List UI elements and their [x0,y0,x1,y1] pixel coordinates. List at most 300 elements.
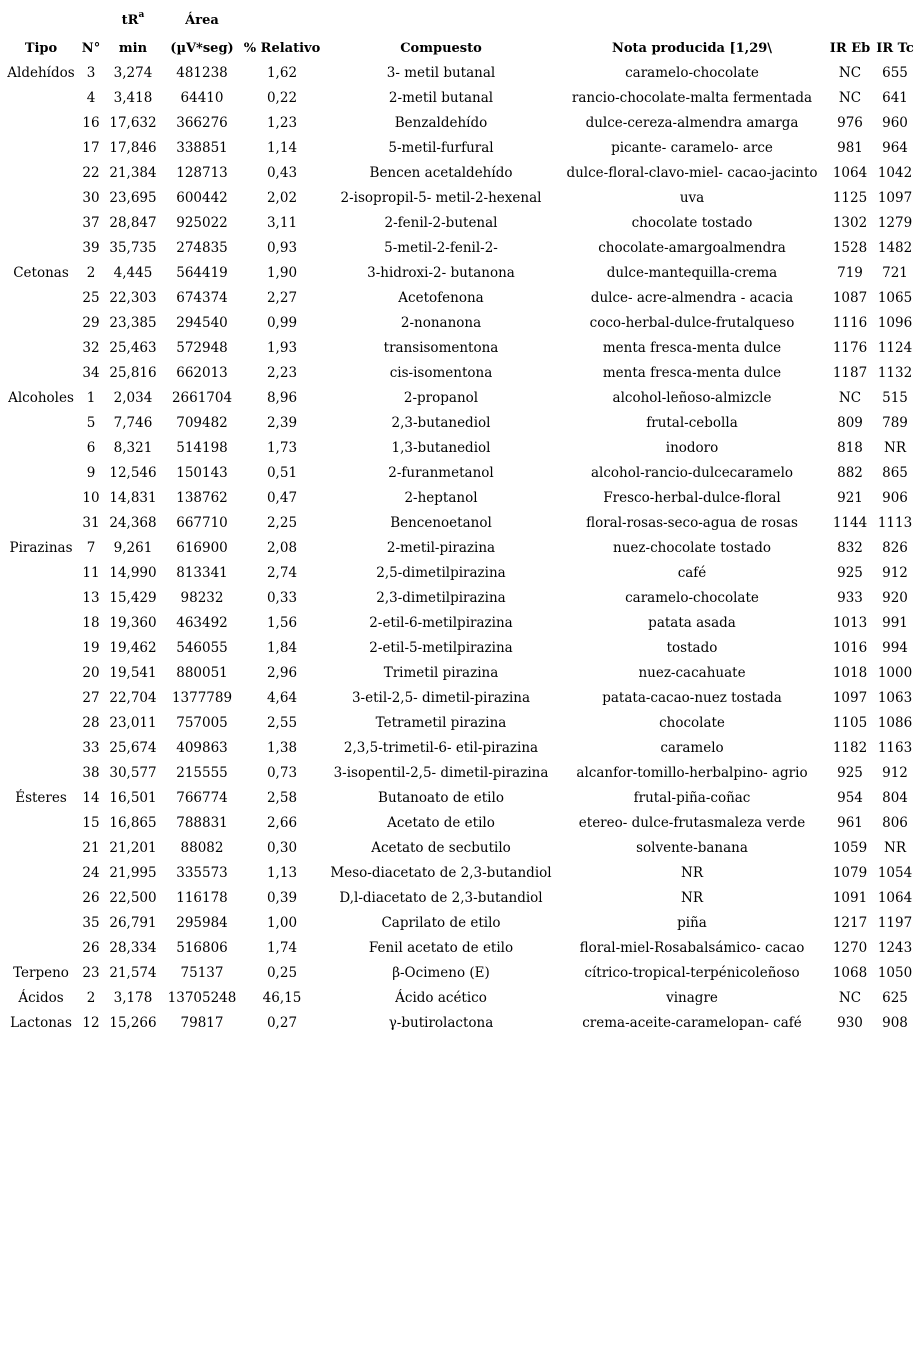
cell-num: 23 [82,965,100,981]
cell-num: 32 [82,340,100,356]
cell-eb: 1016 [832,640,868,656]
cell-tc: 655 [882,65,908,81]
cell-tr: 23,385 [109,315,157,331]
cell-comp: 3-isopentil-2,5- dimetil-pirazina [333,765,549,781]
tr-header: $tR^a$ [121,10,145,28]
col-ir-eb: IR Eb [829,41,871,56]
cell-nota: menta fresca-menta dulce [602,340,782,356]
cell-tr: 9,261 [113,540,153,556]
cell-rel: 3,11 [266,215,298,231]
cell-rel: 0,39 [266,890,298,906]
cell-tc: 991 [882,615,908,631]
cell-eb: 1105 [832,715,868,731]
cell-comp: Bencen acetaldehído [369,165,513,181]
cell-rel: 0,73 [266,765,298,781]
cell-area: 128713 [176,165,228,181]
cell-rel: 1,23 [266,115,298,131]
cell-nota: caramelo-chocolate [625,65,759,81]
cell-comp: 2-etil-6-metilpirazina [369,615,513,631]
cell-eb: 832 [837,540,863,556]
cell-eb: 1125 [832,190,868,206]
cell-rel: 1,74 [266,940,298,956]
cell-eb: 933 [837,590,863,606]
cell-area: 514198 [176,440,228,456]
cell-nota: menta fresca-menta dulce [602,365,782,381]
cell-tc: 1197 [877,915,913,931]
cell-rel: 2,25 [266,515,298,531]
cell-num: 30 [82,190,100,206]
cell-tr: 19,541 [109,665,157,681]
cell-area: 98232 [180,590,224,606]
table-row [0,536,922,561]
cell-nota: patata-cacao-nuez tostada [602,690,782,706]
cell-tc: 789 [882,415,908,431]
cell-comp: γ-butirolactona [388,1015,494,1031]
cell-nota: cítrico-tropical-terpénicoleñoso [584,965,800,981]
cell-area: 667710 [176,515,228,531]
cell-comp: D,l-diacetato de 2,3-butandiol [339,890,543,906]
cell-tc: 1279 [877,215,913,231]
table-row [0,161,922,186]
col-tipo: Tipo [24,41,58,56]
cell-eb: 925 [837,765,863,781]
cell-eb: 1018 [832,665,868,681]
cell-area: 2661704 [171,390,233,406]
cell-tr: 21,995 [109,865,157,881]
cell-nota: café [677,565,707,581]
cell-comp: 2-metil-pirazina [386,540,496,556]
cell-eb: 1217 [832,915,868,931]
cell-tc: 1050 [877,965,913,981]
cell-comp: 2-etil-5-metilpirazina [369,640,513,656]
cell-area: 88082 [180,840,224,856]
cell-tr: 25,463 [109,340,157,356]
table-row [0,236,922,261]
cell-tr: 23,695 [109,190,157,206]
cell-rel: 0,99 [266,315,298,331]
table-row [0,611,922,636]
cell-area: 64410 [180,90,224,106]
cell-comp: β-Ocimeno (E) [392,965,490,981]
cell-rel: 0,25 [266,965,298,981]
cell-area: 294540 [176,315,228,331]
cell-tc: 920 [882,590,908,606]
cell-comp: 2-fenil-2-butenal [384,215,498,231]
cell-tc: 1113 [877,515,913,531]
cell-nota: dulce-floral-clavo-miel- cacao-jacinto [566,165,818,181]
cell-tc: 960 [882,115,908,131]
col-ir-tc: IR Tc [876,41,914,56]
cell-tr: 22,500 [109,890,157,906]
cell-tc: 912 [882,765,908,781]
cell-num: 9 [86,465,96,481]
cell-num: 19 [82,640,100,656]
col-relativo: % Relativo [243,41,321,56]
cell-num: 5 [86,415,96,431]
cell-num: 39 [82,240,100,256]
cell-tr: 17,632 [109,115,157,131]
cell-nota: alcohol-rancio-dulcecaramelo [590,465,794,481]
cell-rel: 0,30 [266,840,298,856]
cell-num: 4 [86,90,96,106]
cell-eb: 1059 [832,840,868,856]
cell-tr: 3,274 [113,65,153,81]
cell-tr: 25,816 [109,365,157,381]
cell-area: 366276 [176,115,228,131]
table-row [0,136,922,161]
cell-tc: 1124 [877,340,913,356]
cell-num: 35 [82,915,100,931]
cell-nota: caramelo-chocolate [625,590,759,606]
col-num: N° [81,41,101,56]
cell-tipo: Cetonas [13,265,69,281]
cell-area: 150143 [176,465,228,481]
table-row [0,836,922,861]
cell-eb: 1528 [832,240,868,256]
cell-nota: picante- caramelo- arce [611,140,773,156]
cell-area: 546055 [176,640,228,656]
table-row [0,1011,922,1036]
cell-tr: 21,201 [109,840,157,856]
cell-tc: 1243 [877,940,913,956]
cell-tc: 1096 [877,315,913,331]
cell-eb: 925 [837,565,863,581]
cell-nota: caramelo [660,740,724,756]
cell-tc: 625 [882,990,908,1006]
table-row [0,811,922,836]
cell-tr: 30,577 [109,765,157,781]
cell-num: 24 [82,865,100,881]
cell-num: 6 [86,440,96,456]
cell-tr: 14,990 [109,565,157,581]
cell-area: 662013 [176,365,228,381]
cell-comp: 2-metil butanal [388,90,494,106]
cell-eb: 954 [837,790,863,806]
table-row [0,511,922,536]
cell-area: 674374 [176,290,228,306]
cell-eb: 1087 [832,290,868,306]
table-row [0,386,922,411]
cell-tipo: Terpeno [13,965,69,981]
cell-area: 215555 [176,765,228,781]
cell-rel: 2,23 [266,365,298,381]
cell-tc: 1065 [877,290,913,306]
cell-rel: 1,62 [266,65,298,81]
table-row [0,636,922,661]
cell-tr: 28,334 [109,940,157,956]
cell-rel: 4,64 [266,690,298,706]
cell-comp: Benzaldehído [394,115,488,131]
cell-rel: 0,51 [266,465,298,481]
cell-tr: 24,368 [109,515,157,531]
cell-tr: 14,831 [109,490,157,506]
cell-tc: 908 [882,1015,908,1031]
cell-comp: Fenil acetato de etilo [368,940,514,956]
cell-nota: solvente-banana [636,840,748,856]
cell-area: 335573 [176,865,228,881]
cell-tr: 15,266 [109,1015,157,1031]
cell-tr: 16,501 [109,790,157,806]
cell-rel: 2,96 [266,665,298,681]
cell-eb: 981 [837,140,863,156]
cell-num: 7 [86,540,96,556]
table-row [0,686,922,711]
cell-comp: 5-metil-2-fenil-2- [384,240,498,256]
cell-tc: 641 [882,90,908,106]
cell-tr: 21,384 [109,165,157,181]
cell-num: 13 [82,590,100,606]
cell-num: 20 [82,665,100,681]
table-row [0,211,922,236]
cell-area: 516806 [176,940,228,956]
table-row [0,986,922,1011]
cell-area: 925022 [176,215,228,231]
cell-tr: 3,418 [113,90,153,106]
cell-eb: 1302 [832,215,868,231]
cell-rel: 1,13 [266,865,298,881]
table-row [0,311,922,336]
cell-num: 2 [86,265,96,281]
table-row [0,361,922,386]
cell-eb: 1187 [832,365,868,381]
table-row [0,911,922,936]
cell-area: 600442 [176,190,228,206]
cell-area: 338851 [176,140,228,156]
cell-tc: 804 [882,790,908,806]
cell-nota: vinagre [666,990,718,1006]
cell-tr: 22,303 [109,290,157,306]
cell-comp: 2-nonanona [400,315,482,331]
cell-tc: 1163 [877,740,913,756]
cell-eb: NC [838,990,862,1006]
cell-comp: 2-heptanol [404,490,478,506]
table-row [0,436,922,461]
cell-comp: 2,3-dimetilpirazina [376,590,506,606]
cell-rel: 1,93 [266,340,298,356]
cell-tc: 826 [882,540,908,556]
cell-nota: chocolate tostado [631,215,753,231]
table-row [0,586,922,611]
cell-comp: Acetofenona [398,290,484,306]
cell-rel: 0,93 [266,240,298,256]
header-row [0,36,922,61]
cell-eb: 1064 [832,165,868,181]
cell-nota: alcanfor-tomillo-herbalpino- agrio [576,765,808,781]
cell-eb: 1068 [832,965,868,981]
table-row [0,286,922,311]
cell-tr: 16,865 [109,815,157,831]
cell-comp: Meso-diacetato de 2,3-butandiol [330,865,552,881]
cell-area: 79817 [180,1015,224,1031]
cell-area: 1377789 [171,690,233,706]
cell-tr: 28,847 [109,215,157,231]
cell-rel: 2,55 [266,715,298,731]
cell-eb: NC [838,90,862,106]
table-row [0,261,922,286]
cell-area: 295984 [176,915,228,931]
cell-area: 880051 [176,665,228,681]
cell-nota: chocolate [659,715,725,731]
cell-nota: frutal-piña-coñac [633,790,751,806]
cell-tr: 19,462 [109,640,157,656]
table-row [0,186,922,211]
cell-tr: 21,574 [109,965,157,981]
cell-rel: 2,74 [266,565,298,581]
table-row [0,411,922,436]
cell-nota: piña [677,915,707,931]
cell-comp: Acetato de secbutilo [371,840,511,856]
cell-tipo: Ácidos [18,990,64,1006]
cell-comp: 2-propanol [403,390,479,406]
cell-eb: 1079 [832,865,868,881]
cell-tr: 2,034 [113,390,153,406]
cell-tr: 35,735 [109,240,157,256]
table-row [0,61,922,86]
cell-nota: NR [681,890,703,906]
area-header: Área [185,13,219,28]
cell-eb: 719 [837,265,863,281]
cell-comp: Caprilato de etilo [381,915,501,931]
cell-rel: 2,39 [266,415,298,431]
table-row [0,561,922,586]
cell-eb: 809 [837,415,863,431]
cell-nota: inodoro [665,440,719,456]
cell-tipo: Aldehídos [7,65,75,81]
cell-rel: 46,15 [262,990,302,1006]
col-nota: Nota producida [1,29\ [611,41,773,56]
cell-num: 3 [86,65,96,81]
cell-num: 31 [82,515,100,531]
cell-tipo: Alcoholes [8,390,74,406]
cell-area: 766774 [176,790,228,806]
cell-rel: 0,22 [266,90,298,106]
cell-rel: 1,56 [266,615,298,631]
table-row [0,886,922,911]
cell-rel: 2,02 [266,190,298,206]
cell-eb: 961 [837,815,863,831]
cell-eb: 1270 [832,940,868,956]
col-tr: min [118,41,148,56]
cell-num: 25 [82,290,100,306]
cell-tc: 865 [882,465,908,481]
table-row [0,336,922,361]
cell-eb: 1091 [832,890,868,906]
cell-tr: 3,178 [113,990,153,1006]
cell-num: 16 [82,115,100,131]
cell-area: 757005 [176,715,228,731]
cell-tr: 25,674 [109,740,157,756]
cell-rel: 8,96 [266,390,298,406]
table-row [0,761,922,786]
cell-area: 813341 [176,565,228,581]
col-compuesto: Compuesto [400,41,482,56]
cell-nota: patata asada [648,615,736,631]
cell-tc: 1054 [877,865,913,881]
cell-num: 34 [82,365,100,381]
cell-tr: 19,360 [109,615,157,631]
cell-eb: 1144 [832,515,868,531]
cell-rel: 2,58 [266,790,298,806]
cell-comp: 2,3-butanediol [391,415,491,431]
cell-comp: transisomentona [383,340,499,356]
cell-rel: 1,38 [266,740,298,756]
cell-rel: 1,90 [266,265,298,281]
cell-area: 572948 [176,340,228,356]
cell-comp: 2,5-dimetilpirazina [376,565,506,581]
cell-tc: 994 [882,640,908,656]
cell-rel: 2,27 [266,290,298,306]
cell-num: 14 [82,790,100,806]
cell-rel: 1,00 [266,915,298,931]
cell-area: 616900 [176,540,228,556]
table-row [0,786,922,811]
cell-tr: 8,321 [113,440,153,456]
cell-tipo: Pirazinas [9,540,73,556]
cell-comp: Bencenoetanol [390,515,492,531]
cell-comp: Tetrametil pirazina [375,715,507,731]
cell-eb: 882 [837,465,863,481]
cell-nota: floral-rosas-seco-agua de rosas [586,515,798,531]
cell-tr: 17,846 [109,140,157,156]
cell-eb: 921 [837,490,863,506]
cell-area: 481238 [176,65,228,81]
cell-num: 26 [82,890,100,906]
cell-nota: nuez-chocolate tostado [613,540,771,556]
cell-tr: 22,704 [109,690,157,706]
cell-nota: chocolate-amargoalmendra [598,240,786,256]
cell-tc: 906 [882,490,908,506]
cell-num: 28 [82,715,100,731]
cell-comp: Ácido acético [395,990,487,1006]
cell-rel: 2,08 [266,540,298,556]
cell-num: 17 [82,140,100,156]
cell-nota: coco-herbal-dulce-frutalqueso [589,315,795,331]
cell-area: 788831 [176,815,228,831]
cell-nota: etereo- dulce-frutasmaleza verde [578,815,806,831]
cell-area: 409863 [176,740,228,756]
cell-comp: Trimetil pirazina [383,665,499,681]
cell-tc: 912 [882,565,908,581]
cell-tr: 7,746 [113,415,153,431]
cell-eb: 976 [837,115,863,131]
cell-comp: Acetato de etilo [387,815,495,831]
cell-comp: cis-isomentona [389,365,493,381]
table-row [0,711,922,736]
cell-tr: 15,429 [109,590,157,606]
cell-tc: 515 [882,390,908,406]
cell-num: 11 [82,565,100,581]
cell-rel: 0,33 [266,590,298,606]
cell-rel: 0,47 [266,490,298,506]
cell-nota: dulce-cereza-almendra amarga [585,115,799,131]
header-row-top [0,8,922,33]
cell-nota: nuez-cacahuate [638,665,746,681]
table-row [0,961,922,986]
cell-comp: 2-furanmetanol [388,465,494,481]
cell-area: 138762 [176,490,228,506]
cell-area: 75137 [180,965,224,981]
cell-tc: 1064 [877,890,913,906]
cell-num: 15 [82,815,100,831]
cell-rel: 1,14 [266,140,298,156]
cell-num: 21 [82,840,100,856]
cell-comp: 5-metil-furfural [388,140,494,156]
cell-tc: 806 [882,815,908,831]
cell-tc: 1132 [877,365,913,381]
cell-rel: 1,73 [266,440,298,456]
cell-eb: NC [838,65,862,81]
cell-tr: 26,791 [109,915,157,931]
